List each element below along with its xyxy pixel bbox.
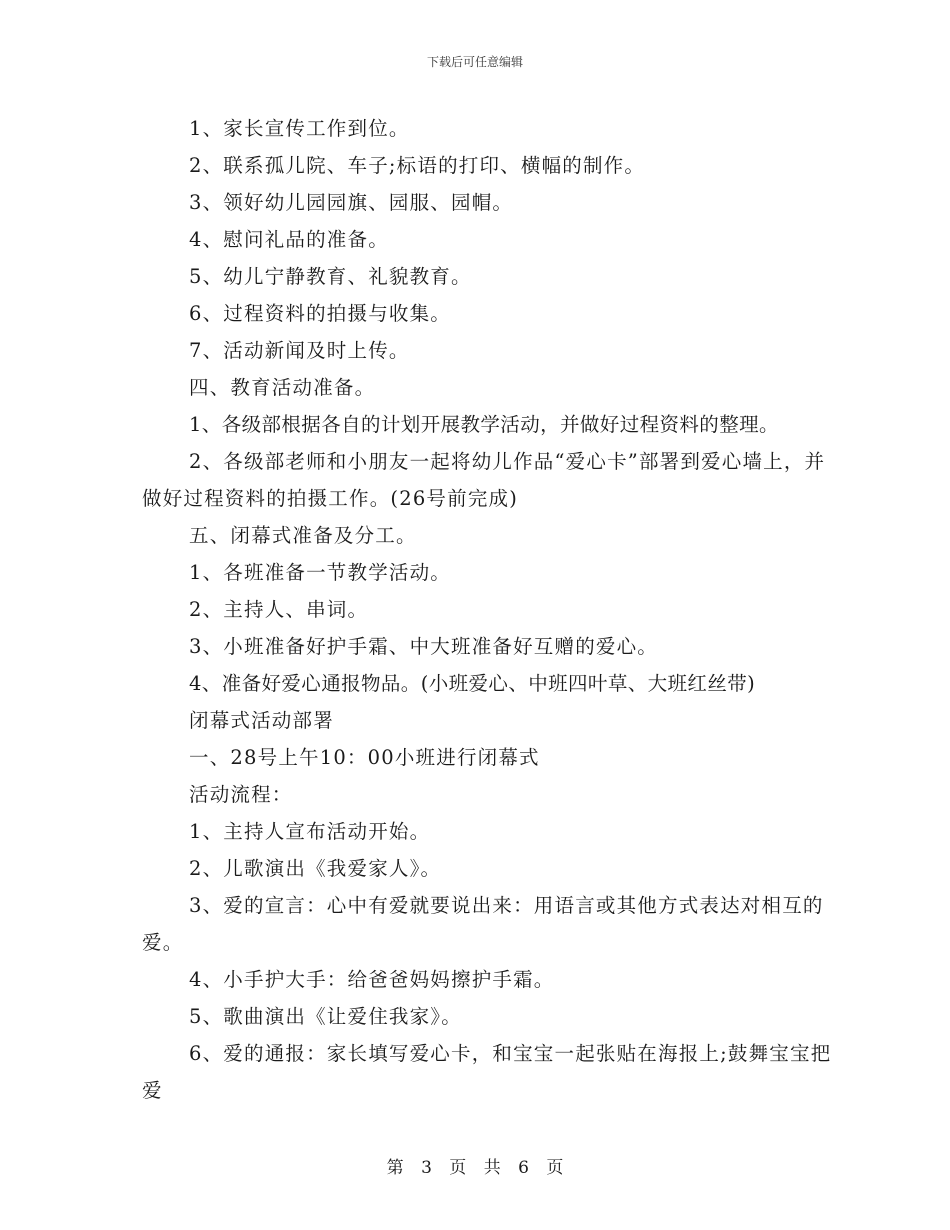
paragraph: 2、联系孤儿院、车子;标语的打印、横幅的制作。: [189, 154, 646, 177]
total-label: 共: [483, 1158, 501, 1178]
paragraph: 2、儿歌演出《我爱家人》。: [189, 857, 442, 880]
paragraph: 4、小手护大手：给爸爸妈妈擦护手霜。: [189, 968, 555, 991]
paragraph: 1、主持人宣布活动开始。: [189, 820, 431, 843]
total-pages-number: 6: [518, 1158, 529, 1178]
section-heading: 闭幕式活动部署: [189, 709, 334, 732]
page-label: 第: [386, 1158, 404, 1178]
paragraph: 5、歌曲演出《让爱住我家》。: [189, 1005, 462, 1028]
paragraph: 2、主持人、串词。: [189, 598, 369, 621]
paragraph: 6、过程资料的拍摄与收集。: [189, 302, 452, 325]
paragraph: 活动流程：: [189, 783, 293, 806]
paragraph: 3、领好幼儿园园旗、园服、园帽。: [189, 191, 514, 214]
page-header: 下载后可任意编辑: [426, 55, 523, 69]
paragraph: 2、各级部老师和小朋友一起将幼儿作品“爱心卡”部署到爱心墙上，并做好过程资料的拍摄工作。(26号前完成): [142, 450, 826, 510]
paragraph: 1、各班准备一节教学活动。: [189, 561, 452, 584]
document-body: [142, 110, 832, 1109]
paragraph: 3、爱的宣言：心中有爱就要说出来：用语言或其他方式表达对相互的爱。: [142, 894, 824, 954]
section-heading: 一、28号上午10：00小班进行闭幕式: [189, 746, 540, 769]
paragraph: 7、活动新闻及时上传。: [189, 339, 410, 362]
page-unit-label: 页: [546, 1158, 564, 1178]
paragraph: 6、爱的通报：家长填写爱心卡，和宝宝一起张贴在海报上;鼓舞宝宝把爱: [142, 1042, 832, 1102]
page-footer: [0, 1153, 950, 1178]
current-page-number: 3: [421, 1158, 432, 1178]
page-unit-label: 页: [449, 1158, 467, 1178]
paragraph: 5、幼儿宁静教育、礼貌教育。: [189, 265, 472, 288]
paragraph: 3、小班准备好护手霜、中大班准备好互赠的爱心。: [189, 635, 659, 658]
section-heading: 五、闭幕式准备及分工。: [189, 524, 417, 547]
paragraph: 1、各级部根据各自的计划开展教学活动，并做好过程资料的整理。: [189, 413, 779, 436]
paragraph: 1、家长宣传工作到位。: [189, 117, 410, 140]
paragraph: 4、慰问礼品的准备。: [189, 228, 389, 251]
paragraph: 4、准备好爱心通报物品。(小班爱心、中班四叶草、大班红丝带): [189, 672, 756, 695]
section-heading: 四、教育活动准备。: [189, 376, 376, 399]
